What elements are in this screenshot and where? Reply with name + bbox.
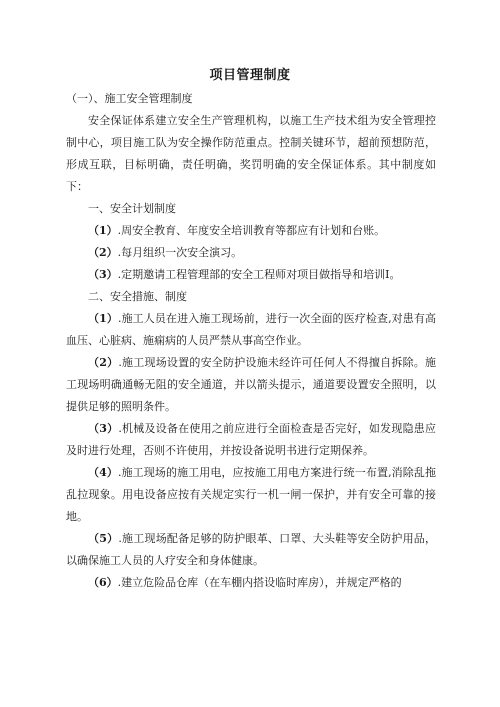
item-text: .施工现场设置的安全防护设施未经许可任何人不得擅自拆除。施工现场明确通畅无阻的安全通道，并以箭头提示，通道要设置安全照明，以提供足够的照明条件。 [66, 356, 437, 413]
section-heading: （一）、施工安全管理制度 [66, 92, 193, 105]
list-item [66, 220, 436, 242]
item-text: .施工人员在进入施工现场前，进行一次全面的医疗检查,对患有高血压、心脏病、施痫病的人员严禁从事高空作业。 [66, 312, 436, 347]
item-text: .建立危险品仓库（在车棚内搭设临时库房），并规定严格的 [117, 576, 402, 589]
subsection-heading: 二、安全措施、制度 [88, 290, 187, 303]
list-item [66, 242, 436, 264]
item-number: （5） [88, 532, 119, 545]
item-number: （1） [88, 224, 118, 237]
item-number: （3） [88, 422, 119, 435]
item-text: .周安全教育、年度安全培训教育等都应有计划和台账。 [117, 224, 386, 237]
body-paragraph: 安全保证体系建立安全生产管理机构，以施工生产技术组为安全管理控制中心，项目施工队为安全操作防范重点。控制关键环节，超前预想防范，形成互联，目标明确，责任明确，奖罚明确的安全保证体系。其中制度如下： [66, 114, 436, 193]
item-number: （4） [88, 466, 118, 479]
list-item [66, 352, 436, 418]
document-body [66, 88, 436, 594]
item-number: （3） [88, 268, 118, 281]
list-item [66, 418, 436, 462]
list-item [66, 264, 436, 286]
item-text: .定期邀请工程管理部的安全工程师对项目做指导和培训I。 [117, 268, 401, 281]
item-number: （2） [88, 356, 119, 369]
list-item [66, 528, 436, 572]
item-text: .施工现场配备足够的防护眼革、口罩、大头鞋等安全防护用品，以确保施工人员的人疗安全和身体健康。 [66, 532, 437, 567]
item-number: （2） [88, 246, 118, 259]
item-text: .施工现场的施工用电，应按施工用电方案进行统一布置,消除乱拖乱拉现象。用电设备应按有关规定实行一机一闸一保护，并有安全可靠的接地。 [66, 466, 436, 523]
item-text: .每月组织一次安全演习。 [117, 246, 243, 259]
item-number: （6） [88, 576, 118, 589]
item-number: （1） [88, 312, 118, 325]
list-item [66, 462, 436, 528]
list-item [66, 308, 436, 352]
subsection-heading: 一、安全计划制度 [88, 202, 176, 215]
list-item [66, 572, 436, 594]
document-title: 项目管理制度 [209, 68, 291, 83]
item-text: .机械及设备在使用之前应进行全面检查是否完好，如发现隐患应及时进行处理，否则不许使用，并按设备说明书进行定期保养。 [66, 422, 437, 457]
